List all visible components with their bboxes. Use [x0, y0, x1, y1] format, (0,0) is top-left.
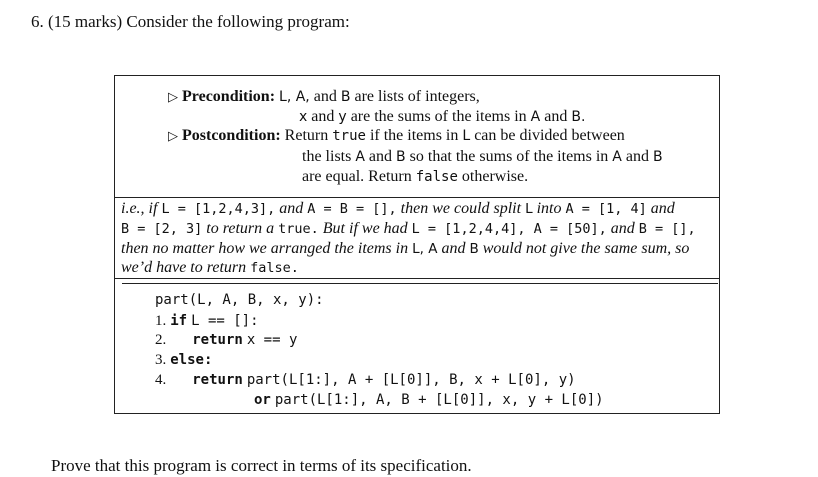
- pre-b: B: [340, 89, 351, 105]
- line-number: 1.: [155, 313, 167, 329]
- postcondition-line-3: [302, 168, 528, 186]
- code-text: x == y: [246, 332, 298, 348]
- ex2-f: and: [610, 220, 635, 237]
- pre-rest-2: are the sums of the items in: [350, 108, 527, 125]
- example-paragraph: [114, 197, 720, 279]
- ex2-b: to return a: [206, 220, 275, 237]
- ex3-b: L, A: [412, 241, 438, 257]
- code-text: part(L[1:], A, B + [L[0]], x, y + L[0]): [274, 392, 604, 408]
- pre-and: and: [313, 88, 337, 105]
- ex3-e: would not give the same sum, so: [482, 240, 690, 257]
- precondition-line-1: [168, 88, 480, 106]
- postcondition-line-1: [168, 127, 625, 145]
- ex1-g: into: [536, 200, 562, 217]
- ex1-d: A = B = [],: [307, 201, 397, 217]
- post-t2: if the items in: [369, 127, 459, 144]
- ex2-d: But if we had: [322, 220, 408, 237]
- example-line-1: [121, 200, 675, 218]
- ex3-a: then no matter how we arranged the items in: [121, 240, 409, 257]
- line-number: 4.: [155, 372, 167, 388]
- code-line-4: [155, 371, 576, 389]
- post2-b2: B: [652, 149, 663, 165]
- keyword: or: [254, 392, 271, 408]
- pre-a: A: [530, 109, 541, 125]
- code-line-3: [155, 351, 212, 369]
- keyword: else:: [170, 352, 213, 368]
- ex4-b: false.: [250, 260, 299, 276]
- question-header: 6. (15 marks) Consider the following program:: [31, 12, 350, 31]
- ex1-i: and: [650, 200, 675, 217]
- post3-t1: are equal. Return: [302, 168, 412, 185]
- triangle-bullet-icon: ▷: [168, 90, 178, 105]
- pre-and-3: and: [544, 108, 568, 125]
- post2-and: and: [368, 148, 393, 165]
- example-line-3: [121, 240, 689, 258]
- code-line-1: [155, 312, 259, 330]
- precondition-line-2: [299, 108, 585, 126]
- post-t3: can be divided between: [474, 127, 625, 144]
- example-line-4: [121, 259, 299, 277]
- code-line-5: [254, 391, 604, 409]
- keyword: if: [170, 313, 188, 329]
- ex2-a: B = [2, 3]: [121, 221, 203, 237]
- triangle-bullet-icon: ▷: [168, 129, 178, 144]
- ex3-c: and: [441, 240, 466, 257]
- pre-x: x: [299, 109, 308, 125]
- ex1-a: i.e., if: [121, 200, 158, 217]
- code-signature: part(L, A, B, x, y):: [155, 292, 324, 308]
- ex1-f: L: [525, 201, 533, 217]
- line-number: 3.: [155, 352, 167, 368]
- pre-vars: L, A,: [279, 89, 310, 105]
- post3-t2: otherwise.: [461, 168, 529, 185]
- pre-y: y: [338, 109, 347, 125]
- post-true: true: [332, 128, 366, 144]
- code-text: part(L[1:], A + [L[0]], B, x + L[0], y): [246, 372, 576, 388]
- post2-a2: A: [612, 149, 622, 165]
- postcondition-label: Postcondition:: [182, 127, 281, 144]
- ex1-h: A = [1, 4]: [565, 201, 647, 217]
- post3-false: false: [415, 169, 458, 185]
- keyword: return: [192, 332, 243, 348]
- ex1-e: then we could split: [400, 200, 522, 217]
- code-line-2: [155, 331, 297, 349]
- post2-and2: and: [625, 148, 649, 165]
- example-line-2: [121, 220, 696, 238]
- ex3-d: B: [469, 241, 479, 257]
- keyword: return: [192, 372, 243, 388]
- post-l: L: [462, 128, 471, 144]
- ex1-b: L = [1,2,4,3],: [161, 201, 276, 217]
- post2-a: A: [355, 149, 365, 165]
- ex2-e: L = [1,2,4,4], A = [50],: [411, 221, 607, 237]
- post2-t2: so that the sums of the items in: [409, 148, 609, 165]
- ex2-c: true.: [278, 221, 319, 237]
- line-number: 2.: [155, 332, 167, 348]
- post2-b: B: [396, 149, 406, 165]
- ex4-a: we’d have to return: [121, 259, 247, 276]
- proof-prompt: Prove that this program is correct in terms of its specification.: [51, 456, 472, 475]
- post-t1: Return: [284, 127, 329, 144]
- pre-rest: are lists of integers,: [354, 88, 480, 105]
- postcondition-line-2: [302, 148, 663, 166]
- pre-b-2: B.: [571, 109, 586, 125]
- pre-and-2: and: [311, 108, 335, 125]
- ex1-c: and: [279, 200, 304, 217]
- code-text: L == []:: [191, 313, 259, 329]
- ex2-g: B = [],: [638, 221, 696, 237]
- post2-t1: the lists: [302, 148, 352, 165]
- code-separator: [122, 283, 718, 284]
- precondition-label: Precondition:: [182, 88, 276, 105]
